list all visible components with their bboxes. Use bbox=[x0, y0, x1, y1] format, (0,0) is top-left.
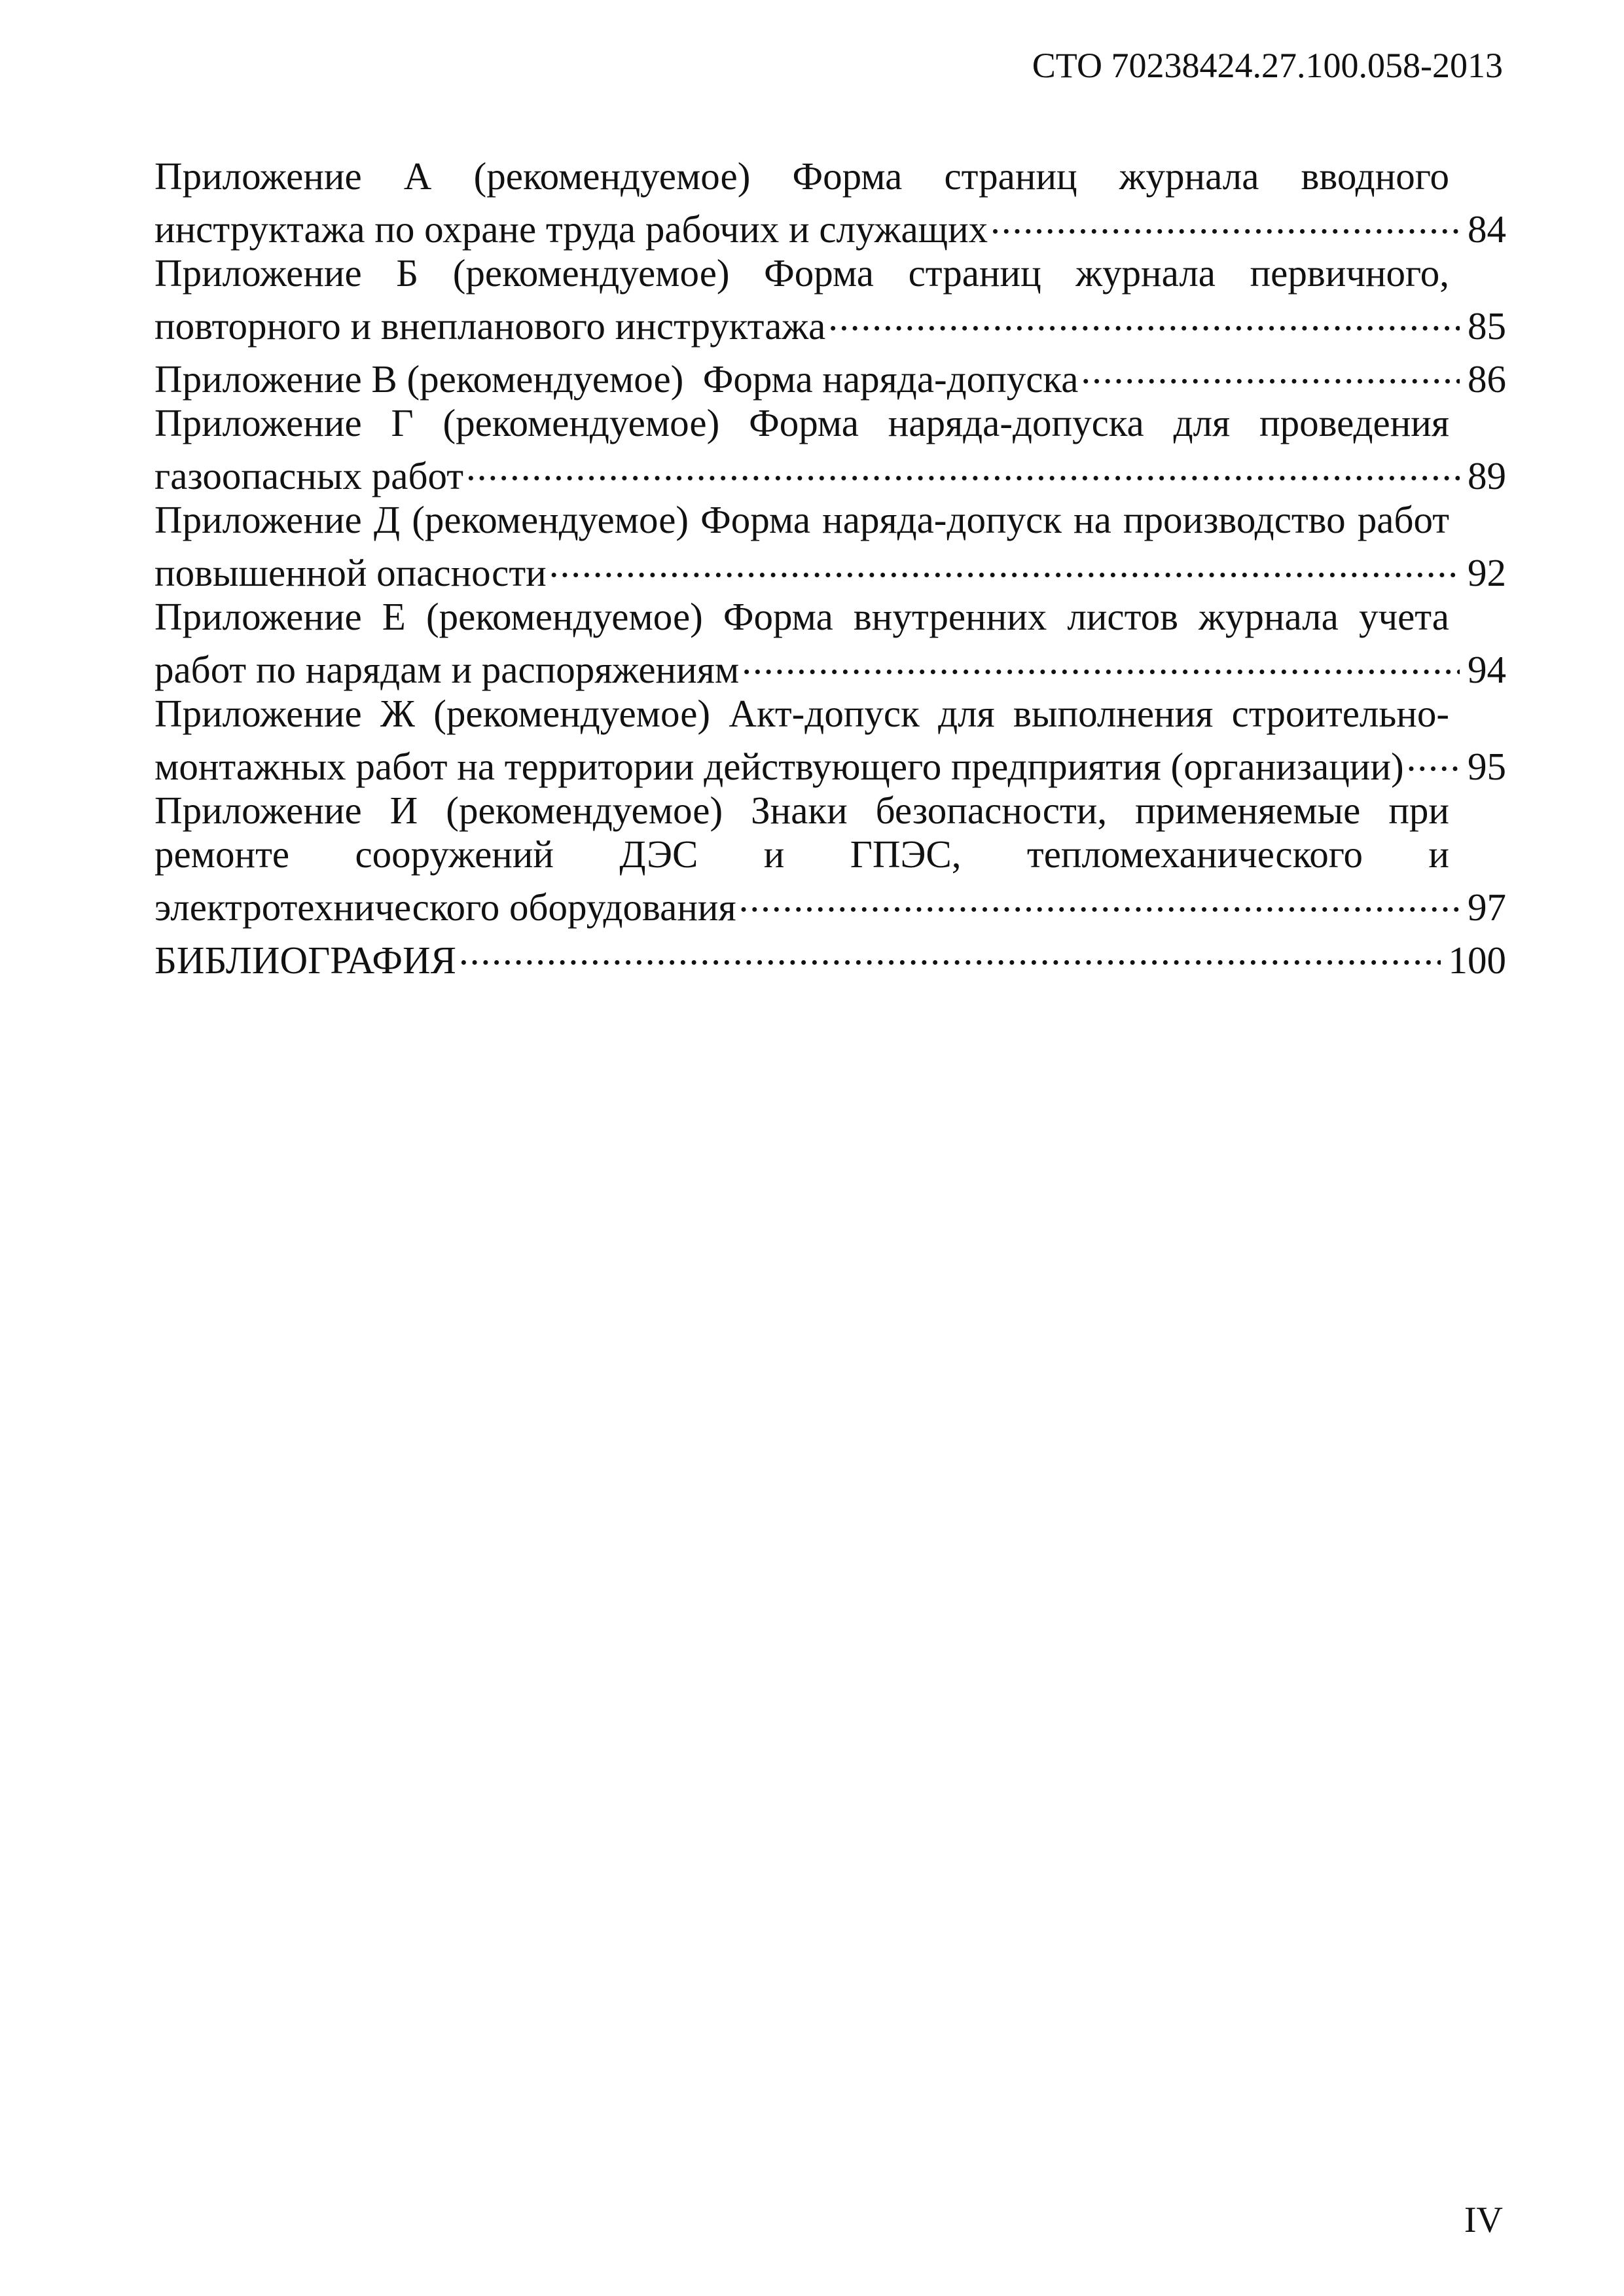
toc-entry-line: ремонте сооружений ДЭС и ГПЭС, тепломеханического и bbox=[154, 833, 1449, 876]
toc-page-number: 97 bbox=[1468, 886, 1506, 929]
toc-entry-line: повышенной опасности bbox=[154, 551, 547, 594]
toc-page-number: 92 bbox=[1468, 551, 1506, 594]
toc-entry-line: монтажных работ на территории действующего предприятия (организации) bbox=[154, 745, 1404, 788]
toc-page-number: 84 bbox=[1468, 207, 1506, 251]
dot-leader bbox=[988, 198, 1460, 242]
toc-entry-line: работ по нарядам и распоряжениям bbox=[154, 648, 740, 691]
toc-entry-line: Приложение Б (рекомендуемое) Форма страниц журнала первичного, bbox=[154, 251, 1449, 295]
toc-entry-line: Приложение Е (рекомендуемое) Форма внутренних листов журнала учета bbox=[154, 595, 1449, 638]
toc-entry-line: Приложение Д (рекомендуемое) Форма наряда-допуск на производство работ bbox=[154, 498, 1449, 541]
toc-entry-appendix-b[interactable] bbox=[154, 251, 1506, 348]
dot-leader bbox=[739, 639, 1460, 683]
toc-entry-line: повторного и внепланового инструктажа bbox=[154, 304, 826, 348]
toc-entry-line: инструктажа по охране труда рабочих и служащих bbox=[154, 207, 988, 251]
toc-entry-line: Приложение Г (рекомендуемое) Форма наряда-допуска для проведения bbox=[154, 401, 1449, 444]
toc-entry-appendix-d[interactable] bbox=[154, 498, 1506, 595]
toc-entry-appendix-i[interactable] bbox=[154, 789, 1506, 929]
toc-entry-appendix-g[interactable] bbox=[154, 401, 1506, 498]
toc-page-number: 95 bbox=[1468, 745, 1506, 788]
toc-entry-appendix-a[interactable] bbox=[154, 154, 1506, 251]
toc-page-number: 89 bbox=[1468, 454, 1506, 497]
toc-entry-line: Приложение А (рекомендуемое) Форма страниц журнала вводного bbox=[154, 154, 1449, 198]
dot-leader bbox=[547, 542, 1460, 586]
toc-entry-line: Приложение Ж (рекомендуемое) Акт-допуск для выполнения строительно- bbox=[154, 692, 1449, 735]
dot-leader bbox=[463, 445, 1460, 489]
dot-leader bbox=[1404, 736, 1460, 780]
toc-entry-bibliography[interactable] bbox=[154, 929, 1506, 982]
toc-page-number: 86 bbox=[1468, 357, 1506, 401]
page-number: IV bbox=[1464, 2200, 1503, 2240]
dot-leader bbox=[456, 929, 1441, 973]
toc-page-number: 94 bbox=[1468, 648, 1506, 691]
toc-entry-appendix-v[interactable] bbox=[154, 348, 1506, 401]
dot-leader bbox=[736, 876, 1460, 920]
table-of-contents bbox=[154, 154, 1506, 982]
toc-page-number: 100 bbox=[1448, 939, 1506, 982]
toc-entry-line: БИБЛИОГРАФИЯ bbox=[154, 939, 456, 982]
dot-leader bbox=[825, 295, 1460, 339]
document-code: СТО 70238424.27.100.058-2013 bbox=[1032, 46, 1503, 85]
toc-entry-line: электротехнического оборудования bbox=[154, 886, 736, 929]
toc-page-number: 85 bbox=[1468, 304, 1506, 348]
dot-leader bbox=[1078, 348, 1460, 392]
toc-entry-appendix-zh[interactable] bbox=[154, 692, 1506, 789]
toc-entry-line: газоопасных работ bbox=[154, 454, 463, 497]
toc-entry-appendix-e[interactable] bbox=[154, 595, 1506, 692]
toc-entry-line: Приложение В (рекомендуемое) Форма наряда-допуска bbox=[154, 357, 1079, 401]
toc-entry-line: Приложение И (рекомендуемое) Знаки безопасности, применяемые при bbox=[154, 789, 1449, 832]
